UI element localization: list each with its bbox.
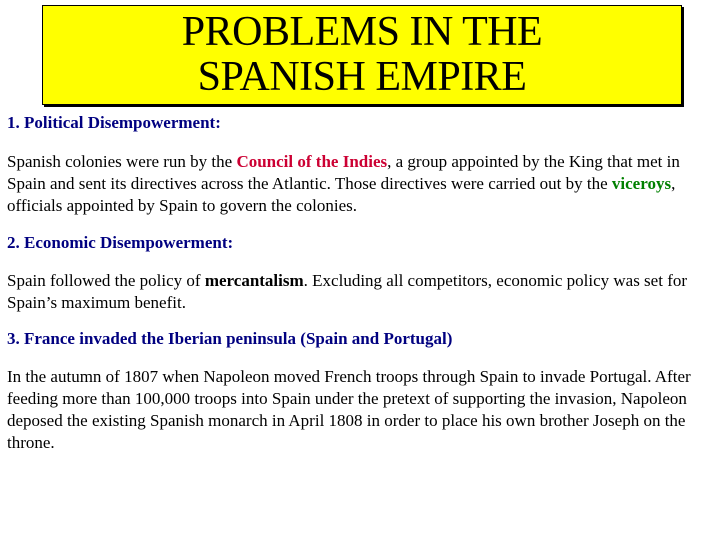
slide-content [7, 112, 713, 454]
section-2-text-b: . Excluding all competitors, economic policy was set for Spain’s maximum benefit. [7, 271, 688, 312]
section-3-heading: 3. France invaded the Iberian peninsula (Spain and Portugal) [7, 329, 453, 348]
section-3-paragraph: In the autumn of 1807 when Napoleon moved French troops through Spain to invade Portugal. After feeding more than 100,000 troops into Spain under the pretext of supporting the invasion, Napoleon deposed the existing Spanish monarch in April 1808 in order to place his own brother Joseph on the throne. [7, 367, 691, 452]
section-1-text-b: , a group appointed by the King that met in Spain and sent its directives across the Atlantic. Those directives were carried out by the [7, 152, 680, 193]
section-1-paragraph [7, 151, 713, 217]
title-line-1: PROBLEMS IN THE [181, 9, 543, 55]
section-2-heading: 2. Economic Disempowerment: [7, 233, 234, 252]
section-1-text-a: Spanish colonies were run by the [7, 152, 237, 171]
section-2-text-a: Spain followed the policy of [7, 271, 205, 290]
council-of-the-indies-highlight: Council of the Indies [236, 152, 388, 171]
title-line-2: SPANISH EMPIRE [197, 54, 527, 100]
viceroys-highlight: viceroys [611, 174, 672, 193]
section-2-paragraph [7, 270, 713, 314]
section-1-heading: 1. Political Disempowerment: [7, 113, 221, 132]
mercantalism-term: mercantalism [204, 271, 304, 290]
title-box [42, 5, 682, 105]
section-1-text-c: , officials appointed by Spain to govern the colonies. [7, 174, 676, 215]
